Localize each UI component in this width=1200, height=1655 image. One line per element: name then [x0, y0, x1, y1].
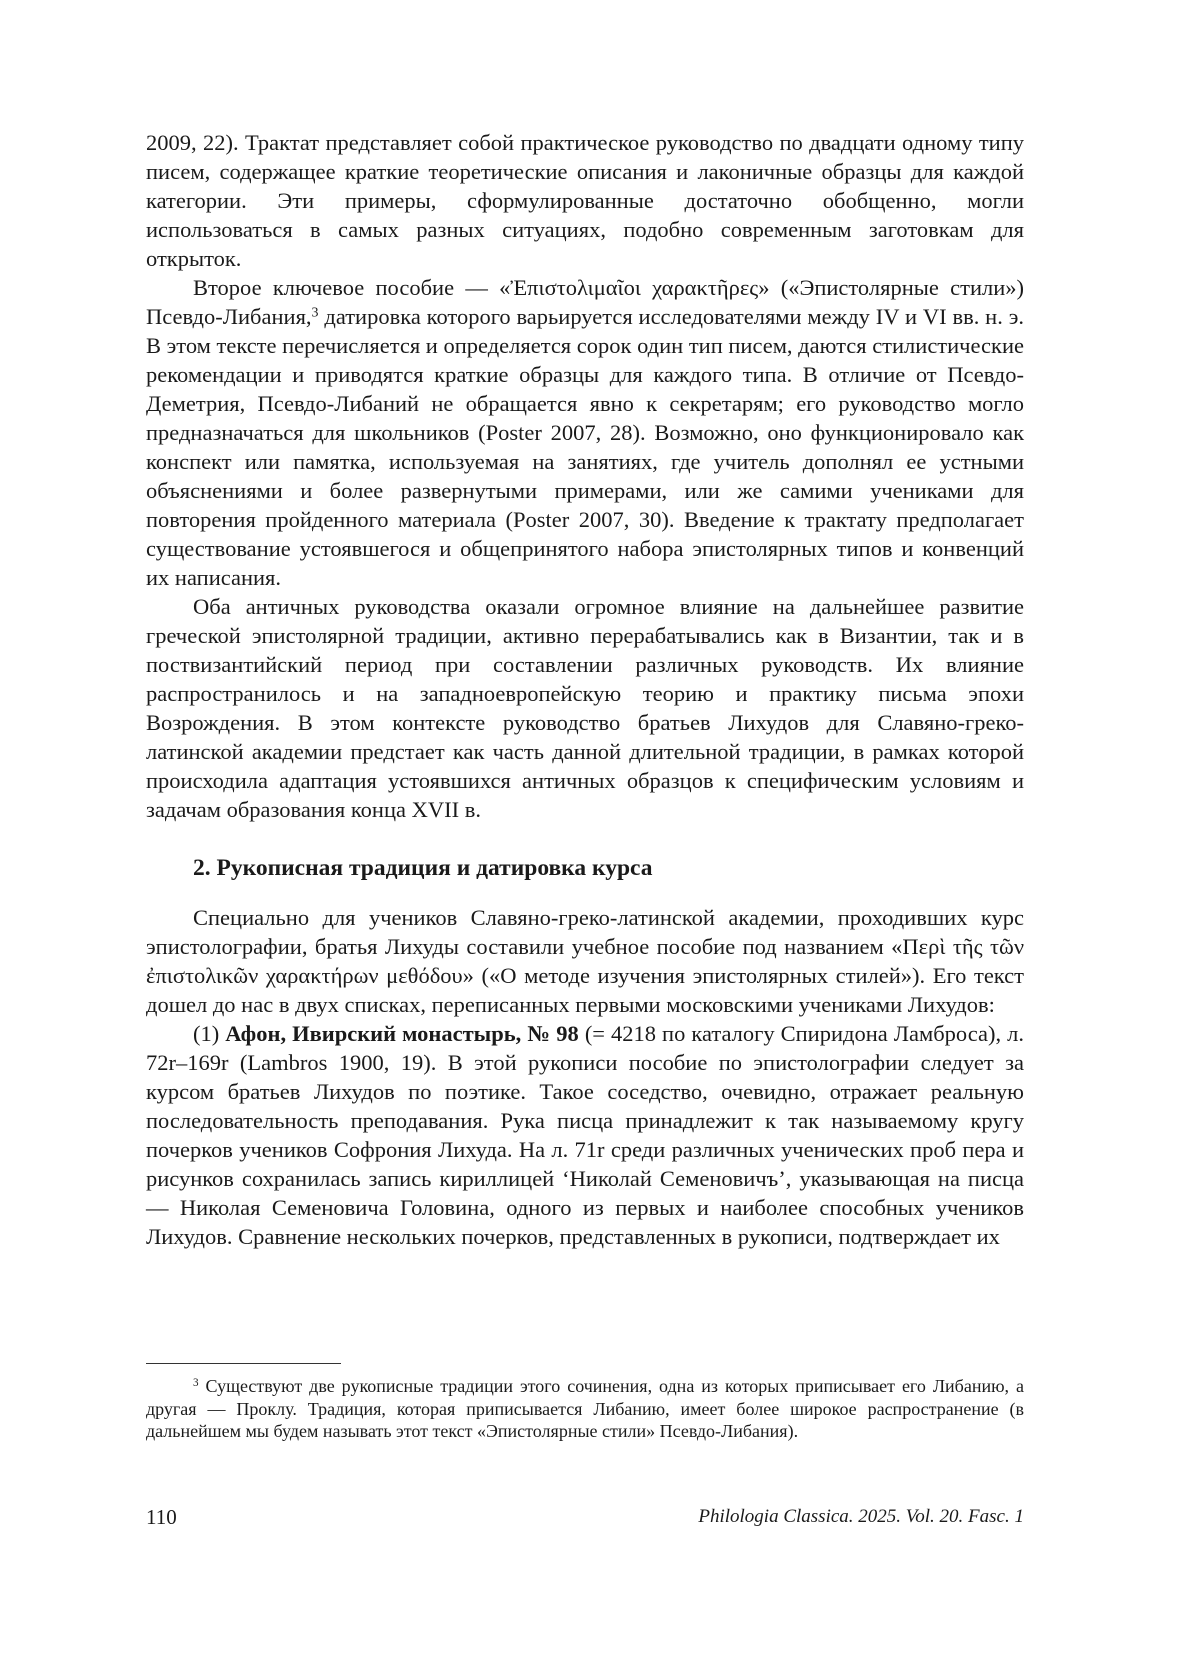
paragraph-5: [146, 1019, 1024, 1251]
paragraph-2-text-b: датировка которого варьируется исследователями между IV и VI вв. н. э. В этом тексте перечисляется и определяется сорок один тип писем, даются стилистические рекомендации и приводятся краткие образцы для каждого типа. В отличие от Псевдо-Деметрия, Псевдо-Либаний не обращается явно к секретарям; его руководство могло предназначаться для школьников (Poster 2007, 28). Возможно, оно функционировало как конспект или памятка, используемая на занятиях, где учитель дополнял ее устными объяснениями и более развернутыми примерами, или же самими учениками для повторения пройденного материала (Poster 2007, 30). Введение к трактату предполагает существование устоявшегося и общепринятого набора эпистолярных типов и конвенций их написания.: [146, 304, 1024, 590]
section-heading: 2. Рукописная традиция и датировка курса: [193, 855, 653, 881]
main-text: [146, 128, 1024, 1251]
paragraph-4-text: Специально для учеников Славяно-греко-латинской академии, проходивших курс эпистолографии, братья Лихуды составили учебное пособие под названием «Περὶ τῆς τῶν ἐπιστολικῶν χαρακτήρων μεθόδου» («О методе изучения эпистолярных стилей»). Его текст дошел до нас в двух списках, переписанных первыми московскими учениками Лихудов:: [146, 905, 1024, 1017]
paragraph-2-text-a: Второе ключевое пособие — «Ἐπιστολιμαῖοι χαρακτῆρες» («Эпистолярные стили») Псевдо-Либания,: [146, 275, 1024, 329]
list-number: (1): [193, 1021, 226, 1046]
paragraph-5-text: (= 4218 по каталогу Спиридона Ламброса), л. 72r–169r (Lambros 1900, 19). В этой рукописи пособие по эпистолографии следует за курсом братьев Лихудов по поэтике. Такое соседство, очевидно, отражает реальную последовательность преподавания. Рука писца принадлежит к так называемому кругу почерков учеников Софрония Лихуда. На л. 71r среди различных ученических проб пера и рисунков сохранилась запись кириллицей ‘Николай Семеновичъ’, указывающая на писца — Николая Семеновича Головина, одного из первых и наиболее способных учеников Лихудов. Сравнение нескольких почерков, представленных в рукописи, подтверждает их: [146, 1021, 1024, 1249]
footnote-ref-3[interactable]: 3: [311, 305, 319, 321]
footnote-marker: 3: [193, 1376, 199, 1389]
footnotes: [146, 1375, 1024, 1443]
page-number: 110: [146, 1505, 177, 1529]
journal-footer: Philologia Classica. 2025. Vol. 20. Fasc. 1: [698, 1506, 1024, 1527]
paragraph-2: [146, 273, 1024, 592]
paragraph-3: [146, 592, 1024, 824]
paragraph-1: [146, 128, 1024, 273]
manuscript-title: Афон, Ивирский монастырь, № 98: [225, 1021, 579, 1046]
footnote-3: [146, 1375, 1024, 1443]
footnote-divider: [146, 1363, 341, 1364]
footnote-text: Существуют две рукописные традиции этого сочинения, одна из которых приписывает его Либанию, а другая — Проклу. Традиция, которая приписывается Либанию, имеет более широкое распространение (в дальнейшем мы будем называть этот текст «Эпистолярные стили» Псевдо-Либания).: [146, 1376, 1024, 1441]
paragraph-1-text: 2009, 22). Трактат представляет собой практическое руководство по двадцати одному типу писем, содержащее краткие теоретические описания и лаконичные образцы для каждой категории. Эти примеры, сформулированные достаточно обобщенно, могли использоваться в самых разных ситуациях, подобно современным заготовкам для открыток.: [146, 130, 1024, 271]
paragraph-3-text: Оба античных руководства оказали огромное влияние на дальнейшее развитие греческой эпистолярной традиции, активно перерабатывались как в Византии, так и в поствизантийский период при составлении различных руководств. Их влияние распространилось и на западноевропейскую теорию и практику письма эпохи Возрождения. В этом контексте руководство братьев Лихудов для Славяно-греко-латинской академии предстает как часть данной длительной традиции, в рамках которой происходила адаптация устоявшихся античных образцов к специфическим условиям и задачам образования конца XVII в.: [146, 594, 1024, 822]
paragraph-4: [146, 903, 1024, 1019]
